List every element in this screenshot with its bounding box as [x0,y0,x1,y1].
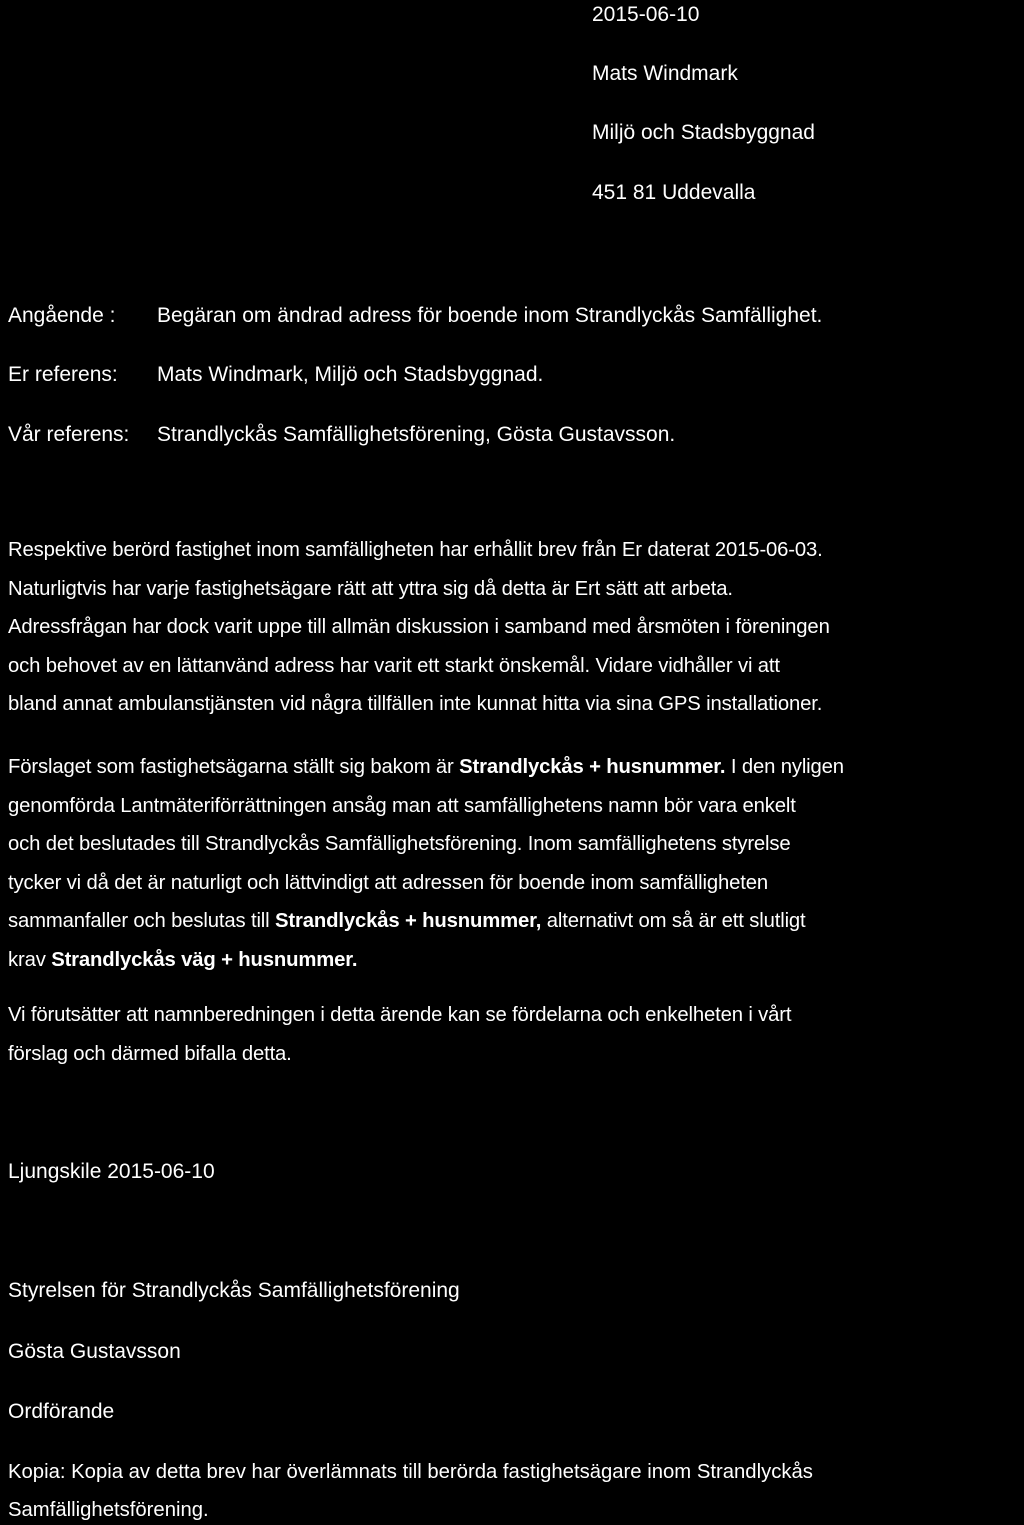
paragraph-line: och det beslutades till Strandlyckås Samfällighetsförening. Inom samfällighetens styrelse [8,833,791,855]
paragraph-line: bland annat ambulanstjänsten vid några tillfällen inte kunnat hitta via sina GPS installationer. [8,693,823,715]
signer-name: Gösta Gustavsson [8,1340,181,1363]
our-reference-label: Vår referens: [8,423,130,446]
proposal-bold: Strandlyckås + husnummer, [275,910,542,932]
paragraph-line: Adressfrågan har dock varit uppe till allmän diskussion i samband med årsmöten i föreningen [8,616,830,638]
recipient-department: Miljö och Stadsbyggnad [592,121,815,144]
paragraph-line: Respektive berörd fastighet inom samfälligheten har erhållit brev från Er daterat 2015-06-03. [8,539,823,561]
place-and-date: Ljungskile 2015-06-10 [8,1160,215,1183]
body-paragraph-1 [8,531,1022,724]
proposal-bold: Strandlyckås + husnummer. [459,756,726,778]
their-reference-label: Er referens: [8,363,118,386]
recipient-postal-address: 451 81 Uddevalla [592,181,756,204]
subject-label: Angående : [8,304,116,327]
sender-organization: Styrelsen för Strandlyckås Samfällighetsförening [8,1279,460,1302]
their-reference-value: Mats Windmark, Miljö och Stadsbyggnad. [157,363,544,386]
paragraph-line: Förslaget som fastighetsägarna ställt sig bakom är Strandlyckås + husnummer. I den nyligen [8,756,844,778]
paragraph-line: krav Strandlyckås väg + husnummer. [8,948,358,971]
body-paragraph-3 [8,996,1022,1073]
copy-note-line-1: Kopia: Kopia av detta brev har överlämnats till berörda fastighetsägare inom Strandlyckås [8,1461,813,1483]
paragraph-line: förslag och därmed bifalla detta. [8,1042,292,1065]
alternative-proposal-bold: Strandlyckås väg + husnummer. [51,948,358,971]
our-reference-value: Strandlyckås Samfällighetsförening, Gösta Gustavsson. [157,423,676,446]
signer-title: Ordförande [8,1400,115,1423]
subject-value: Begäran om ändrad adress för boende inom Strandlyckås Samfällighet. [157,304,823,327]
paragraph-line: tycker vi då det är naturligt och lättvindigt att adressen för boende inom samfälligheten [8,871,769,894]
paragraph-line: Vi förutsätter att namnberedningen i detta ärende kan se fördelarna och enkelheten i vårt [8,1004,792,1026]
recipient-name: Mats Windmark [592,62,738,85]
paragraph-line: genomförda Lantmäteriförrättningen ansåg man att samfällighetens namn bör vara enkelt [8,794,796,817]
letter-date: 2015-06-10 [592,3,700,26]
paragraph-line: sammanfaller och beslutas till Strandlyckås + husnummer, alternativt om så är ett slutligt [8,910,806,932]
paragraph-line: och behovet av en lättanvänd adress har varit ett starkt önskemål. Vidare vidhåller vi att [8,654,780,677]
body-paragraph-2 [8,748,1022,979]
copy-note-line-2: Samfällighetsförening. [8,1499,209,1521]
paragraph-line: Naturligtvis har varje fastighetsägare rätt att yttra sig då detta är Ert sätt att arbeta. [8,577,733,600]
